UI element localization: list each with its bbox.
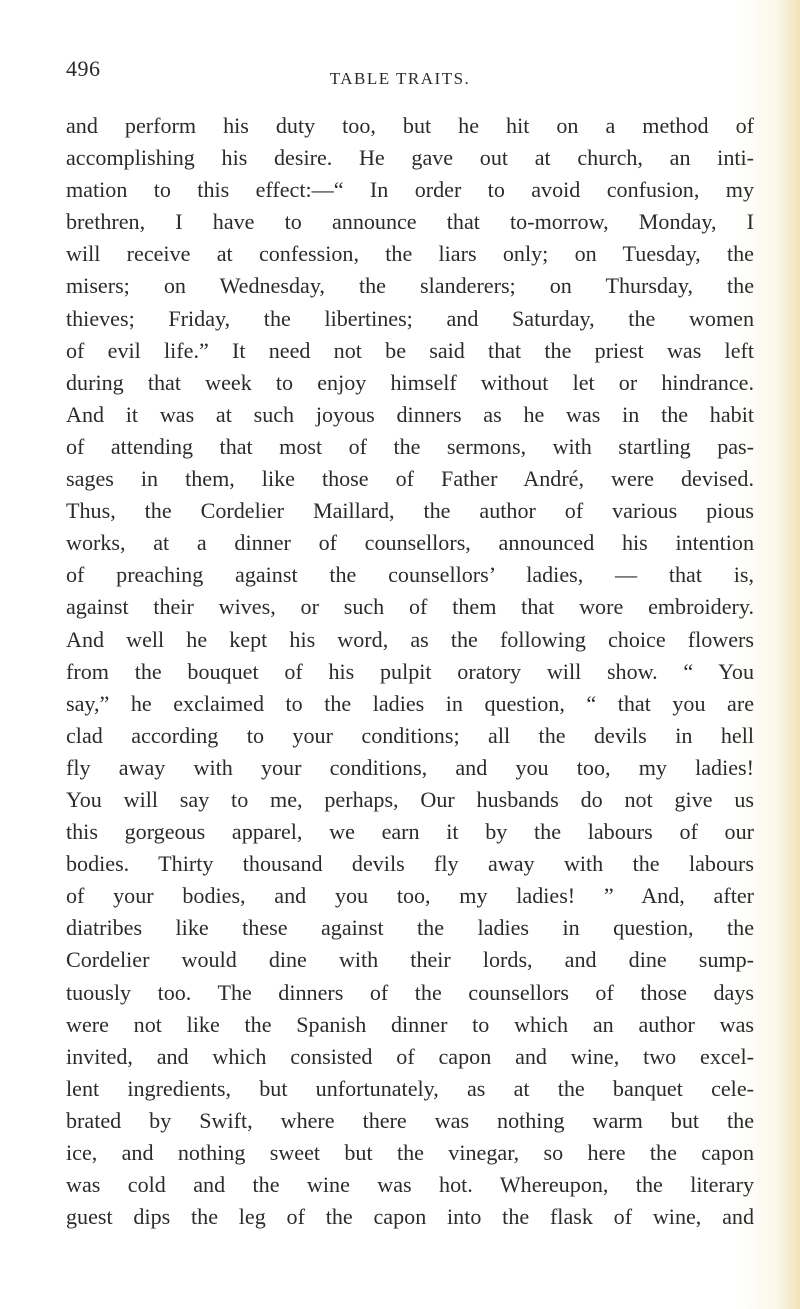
text-line: brated by Swift, where there was nothing warm but the (66, 1107, 754, 1133)
text-line: say,” he exclaimed to the ladies in question, “ that you are (66, 690, 754, 716)
text-line: sages in them, like those of Father André, were devised. (66, 466, 754, 492)
text-line: lent ingredients, but unfortunately, as at the banquet cele- (66, 1075, 754, 1101)
text-line: from the bouquet of his pulpit oratory will show. “ You (66, 658, 754, 684)
text-line: diatribes like these against the ladies in question, the (66, 915, 754, 941)
text-line: And it was at such joyous dinners as he was in the habit (66, 401, 754, 427)
text-line: accomplishing his desire. He gave out at church, an inti- (66, 145, 754, 171)
text-line: bodies. Thirty thousand devils fly away with the labours (66, 851, 754, 877)
text-line: and perform his duty too, but he hit on a method of (66, 113, 754, 138)
text-line: guest dips the leg of the capon into the flask of wine, and (66, 1204, 754, 1230)
text-line: brethren, I have to announce that to-morrow, Monday, I (66, 209, 754, 235)
running-head: TABLE TRAITS. (329, 69, 471, 88)
text-line: thieves; Friday, the libertines; and Saturday, the women (66, 305, 754, 331)
text-line: will receive at confession, the liars only; on Tuesday, the (66, 241, 754, 267)
text-line: clad according to your conditions; all the devils in hell (66, 722, 754, 748)
text-line: of your bodies, and you too, my ladies! ” And, after (66, 883, 754, 909)
text-line: fly away with your conditions, and you too, my ladies! (66, 754, 754, 780)
text-line: You will say to me, perhaps, Our husbands do not give us (66, 786, 754, 812)
text-line: during that week to enjoy himself without let or hindrance. (66, 369, 754, 395)
body-text (66, 110, 754, 1233)
page-number: 496 (66, 56, 101, 81)
text-line: was cold and the wine was hot. Whereupon, the literary (66, 1172, 754, 1198)
text-line: of preaching against the counsellors’ ladies, — that is, (66, 562, 754, 588)
text-line: tuously too. The dinners of the counsellors of those days (66, 979, 754, 1005)
text-line: Thus, the Cordelier Maillard, the author of various pious (66, 498, 754, 524)
text-line: And well he kept his word, as the following choice flowers (66, 626, 754, 652)
text-line: of attending that most of the sermons, with startling pas- (66, 433, 754, 459)
text-line: misers; on Wednesday, the slanderers; on Thursday, the (66, 273, 754, 299)
text-line: invited, and which consisted of capon and wine, two excel- (66, 1043, 754, 1069)
text-line: mation to this effect:—“ In order to avoid confusion, my (66, 177, 754, 203)
text-line: were not like the Spanish dinner to which an author was (66, 1011, 754, 1037)
text-line: of evil life.” It need not be said that the priest was left (66, 337, 754, 363)
text-line: ice, and nothing sweet but the vinegar, so here the capon (66, 1140, 754, 1165)
text-line: works, at a dinner of counsellors, announced his intention (66, 530, 754, 556)
text-line: Cordelier would dine with their lords, and dine sump- (66, 947, 754, 973)
text-line: this gorgeous apparel, we earn it by the labours of our (66, 819, 754, 845)
text-line: against their wives, or such of them that wore embroidery. (66, 594, 754, 620)
